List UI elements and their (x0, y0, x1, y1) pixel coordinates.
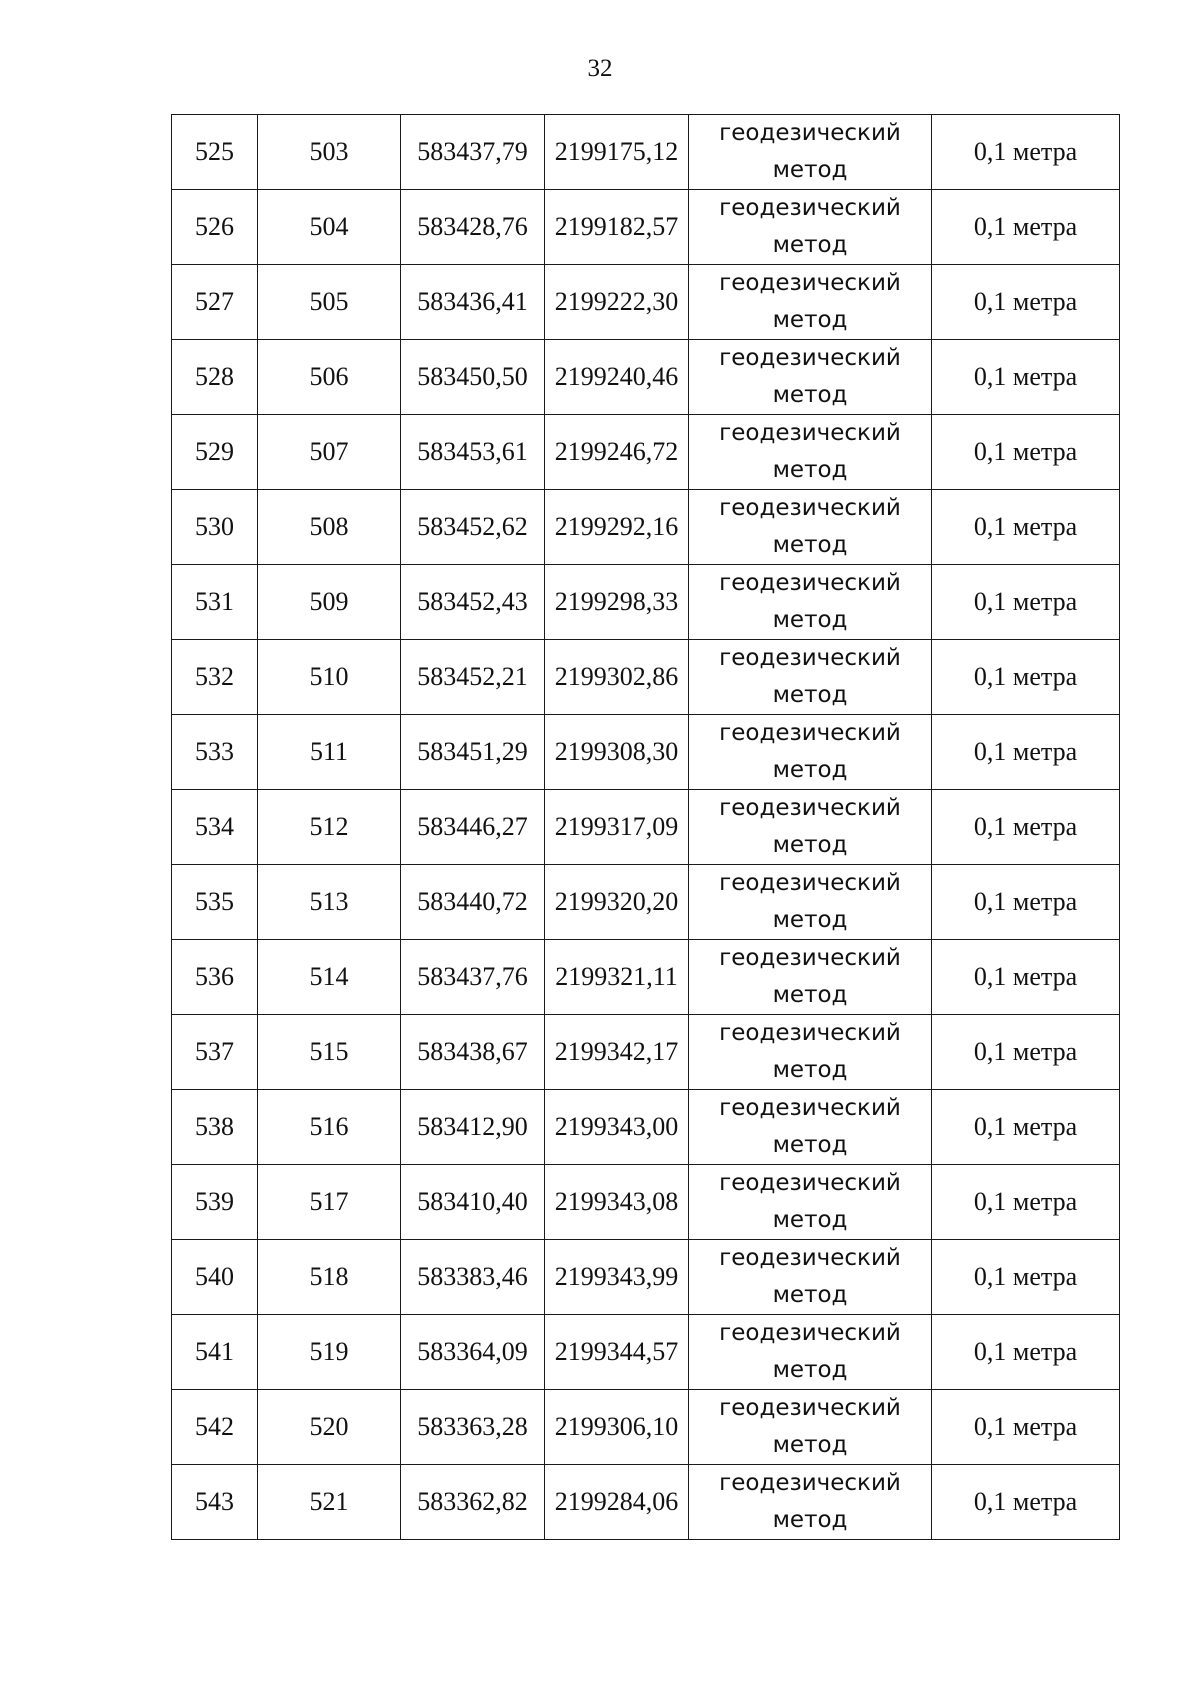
x-coordinate-cell: 583451,29 (401, 715, 545, 790)
row-number-cell: 535 (172, 865, 258, 940)
row-number-cell: 541 (172, 1315, 258, 1390)
y-coordinate-cell: 2199246,72 (545, 415, 689, 490)
y-coordinate-cell: 2199284,06 (545, 1465, 689, 1540)
row-number-cell: 530 (172, 490, 258, 565)
x-coordinate-cell: 583436,41 (401, 265, 545, 340)
method-cell (689, 1015, 932, 1090)
table-row (172, 1240, 1120, 1315)
y-coordinate-cell: 2199182,57 (545, 190, 689, 265)
row-number-cell: 534 (172, 790, 258, 865)
y-coordinate-cell: 2199306,10 (545, 1390, 689, 1465)
accuracy-cell: 0,1 метра (932, 1090, 1120, 1165)
table-row (172, 265, 1120, 340)
y-coordinate-cell: 2199317,09 (545, 790, 689, 865)
y-coordinate-cell: 2199222,30 (545, 265, 689, 340)
table-row (172, 790, 1120, 865)
point-number-cell: 508 (258, 490, 401, 565)
accuracy-cell: 0,1 метра (932, 640, 1120, 715)
method-cell (689, 565, 932, 640)
point-number-cell: 507 (258, 415, 401, 490)
method-line-1: геодезический (719, 645, 901, 671)
method-line-1: геодезический (719, 195, 901, 221)
method-line-2: метод (772, 1057, 848, 1083)
method-line-2: метод (772, 907, 848, 933)
x-coordinate-cell: 583412,90 (401, 1090, 545, 1165)
y-coordinate-cell: 2199292,16 (545, 490, 689, 565)
method-cell (689, 265, 932, 340)
table-row (172, 715, 1120, 790)
method-line-2: метод (772, 1432, 848, 1458)
method-line-2: метод (772, 757, 848, 783)
y-coordinate-cell: 2199343,00 (545, 1090, 689, 1165)
y-coordinate-cell: 2199175,12 (545, 115, 689, 190)
row-number-cell: 540 (172, 1240, 258, 1315)
method-line-2: метод (772, 457, 848, 483)
point-number-cell: 520 (258, 1390, 401, 1465)
row-number-cell: 529 (172, 415, 258, 490)
accuracy-cell: 0,1 метра (932, 565, 1120, 640)
method-line-1: геодезический (719, 720, 901, 746)
method-line-2: метод (772, 382, 848, 408)
method-cell (689, 640, 932, 715)
method-line-1: геодезический (719, 945, 901, 971)
x-coordinate-cell: 583438,67 (401, 1015, 545, 1090)
y-coordinate-cell: 2199321,11 (545, 940, 689, 1015)
x-coordinate-cell: 583383,46 (401, 1240, 545, 1315)
row-number-cell: 537 (172, 1015, 258, 1090)
table-row (172, 1090, 1120, 1165)
row-number-cell: 527 (172, 265, 258, 340)
y-coordinate-cell: 2199320,20 (545, 865, 689, 940)
x-coordinate-cell: 583437,76 (401, 940, 545, 1015)
y-coordinate-cell: 2199240,46 (545, 340, 689, 415)
accuracy-cell: 0,1 метра (932, 1390, 1120, 1465)
method-line-1: геодезический (719, 1170, 901, 1196)
row-number-cell: 533 (172, 715, 258, 790)
accuracy-cell: 0,1 метра (932, 415, 1120, 490)
method-cell (689, 940, 932, 1015)
accuracy-cell: 0,1 метра (932, 790, 1120, 865)
method-cell (689, 1465, 932, 1540)
accuracy-cell: 0,1 метра (932, 715, 1120, 790)
y-coordinate-cell: 2199342,17 (545, 1015, 689, 1090)
method-line-2: метод (772, 1357, 848, 1383)
point-number-cell: 518 (258, 1240, 401, 1315)
method-line-1: геодезический (719, 1470, 901, 1496)
table-row (172, 1390, 1120, 1465)
row-number-cell: 539 (172, 1165, 258, 1240)
method-line-1: геодезический (719, 345, 901, 371)
method-line-2: метод (772, 1282, 848, 1308)
point-number-cell: 513 (258, 865, 401, 940)
accuracy-cell: 0,1 метра (932, 865, 1120, 940)
row-number-cell: 532 (172, 640, 258, 715)
method-line-2: метод (772, 832, 848, 858)
point-number-cell: 517 (258, 1165, 401, 1240)
point-number-cell: 503 (258, 115, 401, 190)
method-cell (689, 1390, 932, 1465)
table-row (172, 865, 1120, 940)
row-number-cell: 525 (172, 115, 258, 190)
method-line-2: метод (772, 532, 848, 558)
point-number-cell: 515 (258, 1015, 401, 1090)
x-coordinate-cell: 583410,40 (401, 1165, 545, 1240)
y-coordinate-cell: 2199302,86 (545, 640, 689, 715)
accuracy-cell: 0,1 метра (932, 190, 1120, 265)
table-body (172, 115, 1120, 1540)
y-coordinate-cell: 2199343,99 (545, 1240, 689, 1315)
coordinates-table (171, 114, 1120, 1540)
method-line-1: геодезический (719, 1395, 901, 1421)
method-line-2: метод (772, 1207, 848, 1233)
table-row (172, 1015, 1120, 1090)
row-number-cell: 528 (172, 340, 258, 415)
method-cell (689, 1090, 932, 1165)
method-line-2: метод (772, 982, 848, 1008)
accuracy-cell: 0,1 метра (932, 1165, 1120, 1240)
x-coordinate-cell: 583450,50 (401, 340, 545, 415)
point-number-cell: 509 (258, 565, 401, 640)
y-coordinate-cell: 2199344,57 (545, 1315, 689, 1390)
method-line-1: геодезический (719, 795, 901, 821)
accuracy-cell: 0,1 метра (932, 265, 1120, 340)
accuracy-cell: 0,1 метра (932, 1315, 1120, 1390)
table-row (172, 415, 1120, 490)
x-coordinate-cell: 583446,27 (401, 790, 545, 865)
method-cell (689, 115, 932, 190)
accuracy-cell: 0,1 метра (932, 1240, 1120, 1315)
point-number-cell: 521 (258, 1465, 401, 1540)
point-number-cell: 514 (258, 940, 401, 1015)
method-line-2: метод (772, 232, 848, 258)
row-number-cell: 526 (172, 190, 258, 265)
method-cell (689, 1165, 932, 1240)
method-cell (689, 715, 932, 790)
point-number-cell: 511 (258, 715, 401, 790)
method-line-1: геодезический (719, 495, 901, 521)
table-row (172, 940, 1120, 1015)
method-line-1: геодезический (719, 120, 901, 146)
accuracy-cell: 0,1 метра (932, 490, 1120, 565)
accuracy-cell: 0,1 метра (932, 1015, 1120, 1090)
row-number-cell: 538 (172, 1090, 258, 1165)
method-line-2: метод (772, 682, 848, 708)
method-line-1: геодезический (719, 870, 901, 896)
row-number-cell: 531 (172, 565, 258, 640)
method-line-1: геодезический (719, 270, 901, 296)
accuracy-cell: 0,1 метра (932, 1465, 1120, 1540)
x-coordinate-cell: 583452,43 (401, 565, 545, 640)
table-row (172, 340, 1120, 415)
method-line-2: метод (772, 1132, 848, 1158)
x-coordinate-cell: 583364,09 (401, 1315, 545, 1390)
x-coordinate-cell: 583453,61 (401, 415, 545, 490)
method-line-1: геодезический (719, 1320, 901, 1346)
y-coordinate-cell: 2199298,33 (545, 565, 689, 640)
page-number: 32 (587, 55, 613, 82)
method-line-2: метод (772, 607, 848, 633)
method-cell (689, 340, 932, 415)
table-row (172, 1165, 1120, 1240)
x-coordinate-cell: 583440,72 (401, 865, 545, 940)
table-row (172, 1315, 1120, 1390)
y-coordinate-cell: 2199308,30 (545, 715, 689, 790)
accuracy-cell: 0,1 метра (932, 340, 1120, 415)
table-row (172, 115, 1120, 190)
x-coordinate-cell: 583452,62 (401, 490, 545, 565)
y-coordinate-cell: 2199343,08 (545, 1165, 689, 1240)
point-number-cell: 504 (258, 190, 401, 265)
method-cell (689, 1240, 932, 1315)
row-number-cell: 536 (172, 940, 258, 1015)
point-number-cell: 519 (258, 1315, 401, 1390)
method-line-1: геодезический (719, 1245, 901, 1271)
accuracy-cell: 0,1 метра (932, 940, 1120, 1015)
method-cell (689, 1315, 932, 1390)
table-row (172, 1465, 1120, 1540)
x-coordinate-cell: 583428,76 (401, 190, 545, 265)
method-line-2: метод (772, 157, 848, 183)
table-row (172, 190, 1120, 265)
row-number-cell: 542 (172, 1390, 258, 1465)
method-line-2: метод (772, 307, 848, 333)
point-number-cell: 510 (258, 640, 401, 715)
table-row (172, 565, 1120, 640)
point-number-cell: 505 (258, 265, 401, 340)
x-coordinate-cell: 583437,79 (401, 115, 545, 190)
point-number-cell: 516 (258, 1090, 401, 1165)
method-cell (689, 190, 932, 265)
x-coordinate-cell: 583452,21 (401, 640, 545, 715)
method-cell (689, 490, 932, 565)
table-row (172, 490, 1120, 565)
method-line-1: геодезический (719, 420, 901, 446)
method-line-2: метод (772, 1507, 848, 1533)
x-coordinate-cell: 583363,28 (401, 1390, 545, 1465)
method-line-1: геодезический (719, 570, 901, 596)
table-row (172, 640, 1120, 715)
row-number-cell: 543 (172, 1465, 258, 1540)
method-line-1: геодезический (719, 1095, 901, 1121)
accuracy-cell: 0,1 метра (932, 115, 1120, 190)
method-cell (689, 415, 932, 490)
point-number-cell: 506 (258, 340, 401, 415)
method-line-1: геодезический (719, 1020, 901, 1046)
method-cell (689, 865, 932, 940)
point-number-cell: 512 (258, 790, 401, 865)
x-coordinate-cell: 583362,82 (401, 1465, 545, 1540)
method-cell (689, 790, 932, 865)
